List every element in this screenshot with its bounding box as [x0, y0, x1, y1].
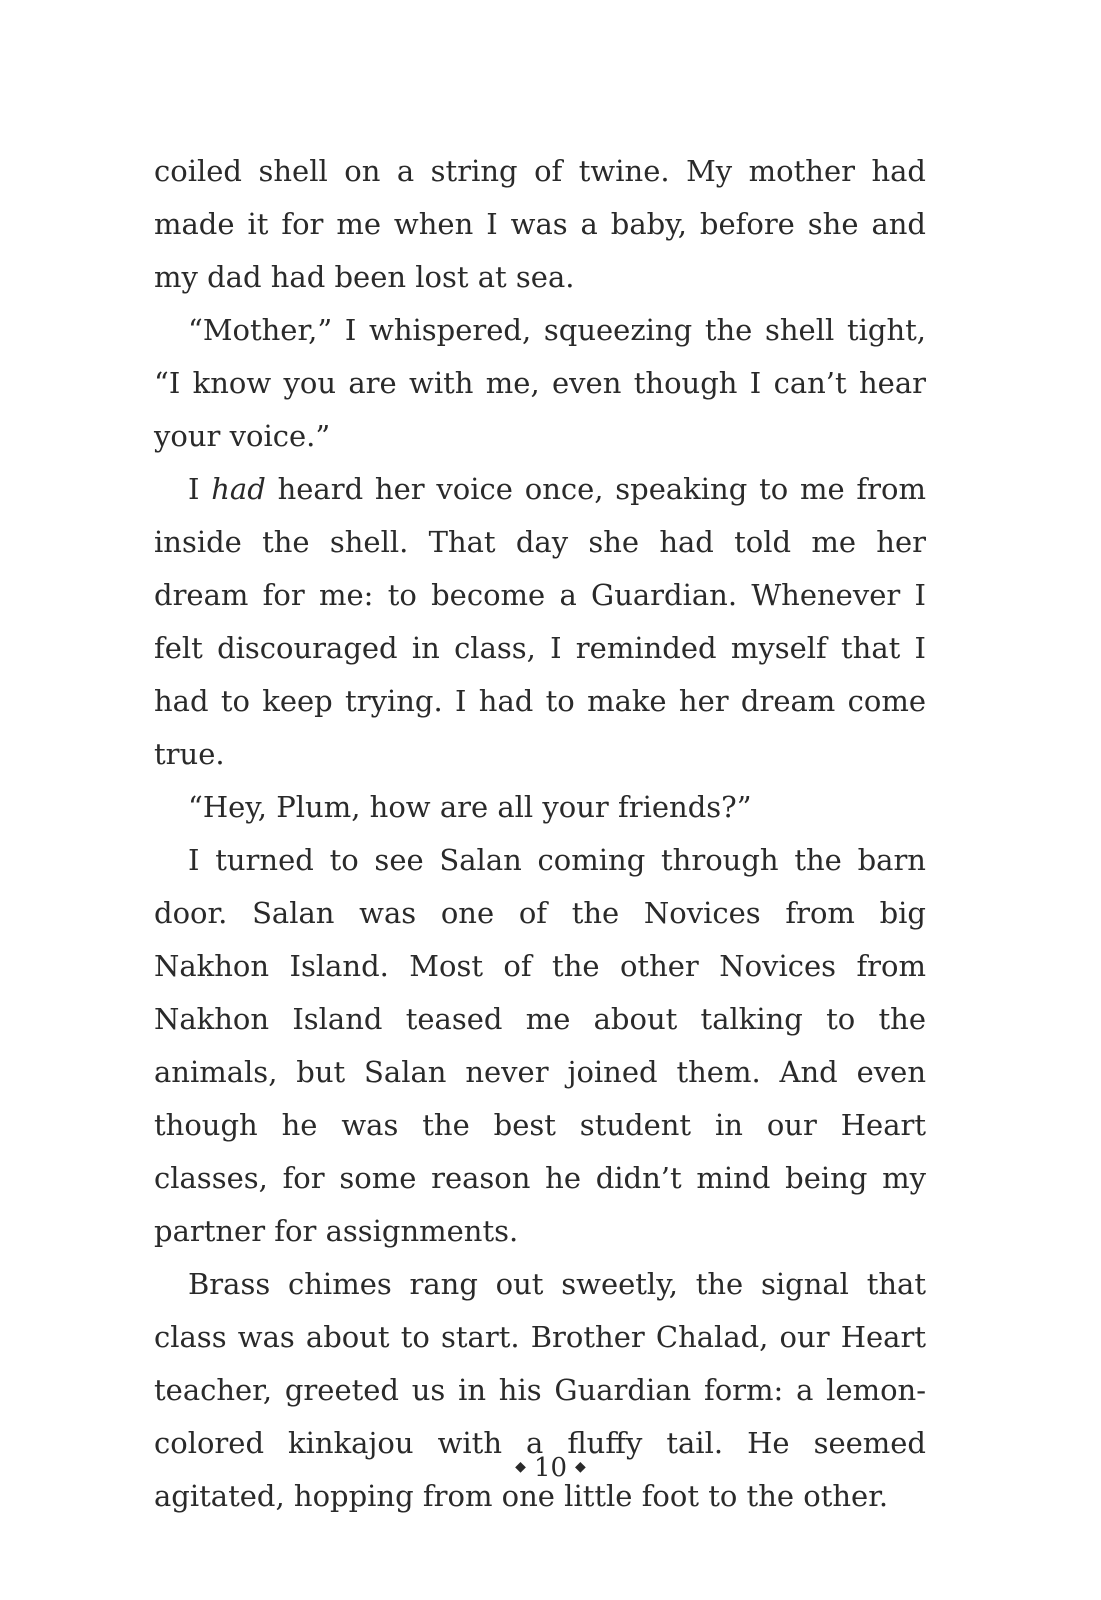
diamond-ornament-icon: ◆: [575, 1459, 586, 1475]
emphasized-word: had: [211, 472, 266, 506]
paragraph-3: [154, 463, 926, 781]
paragraph-4: “Hey, Plum, how are all your friends?”: [188, 790, 752, 824]
paragraph-3-start: I: [188, 472, 212, 506]
paragraph-6: Brass chimes rang out sweetly, the signal that class was about to start. Brother Chalad, our Heart teacher, greeted us in his Guardian form: a lemon-colored kinkajou with a fluffy tail. He seemed agitated, hopping from one little foot to the other.: [154, 1267, 926, 1513]
paragraph-1: coiled shell on a string of twine. My mother had made it for me when I was a baby, before she and my dad had been lost at sea.: [154, 154, 926, 294]
page-number-footer: [0, 1450, 1101, 1487]
paragraph-2: “Mother,” I whispered, squeezing the shell tight, “I know you are with me, even though I can’t hear your voice.”: [154, 313, 926, 453]
body-text: [154, 145, 926, 1523]
page-number: 10: [533, 1453, 568, 1483]
diamond-ornament-icon: ◆: [515, 1459, 526, 1475]
paragraph-5: I turned to see Salan coming through the barn door. Salan was one of the Novices from big Nakhon Island. Most of the other Novices from Nakhon Island teased me about talking to the animals, but Salan never joined them. And even though he was the best student in our Heart classes, for some reason he didn’t mind being my partner for assignments.: [154, 843, 926, 1248]
paragraph-3-rest: heard her voice once, speaking to me from inside the shell. That day she had told me her dream for me: to become a Guardian. Whenever I felt discouraged in class, I reminded myself that I had to keep trying. I had to make her dream come true.: [154, 472, 926, 771]
